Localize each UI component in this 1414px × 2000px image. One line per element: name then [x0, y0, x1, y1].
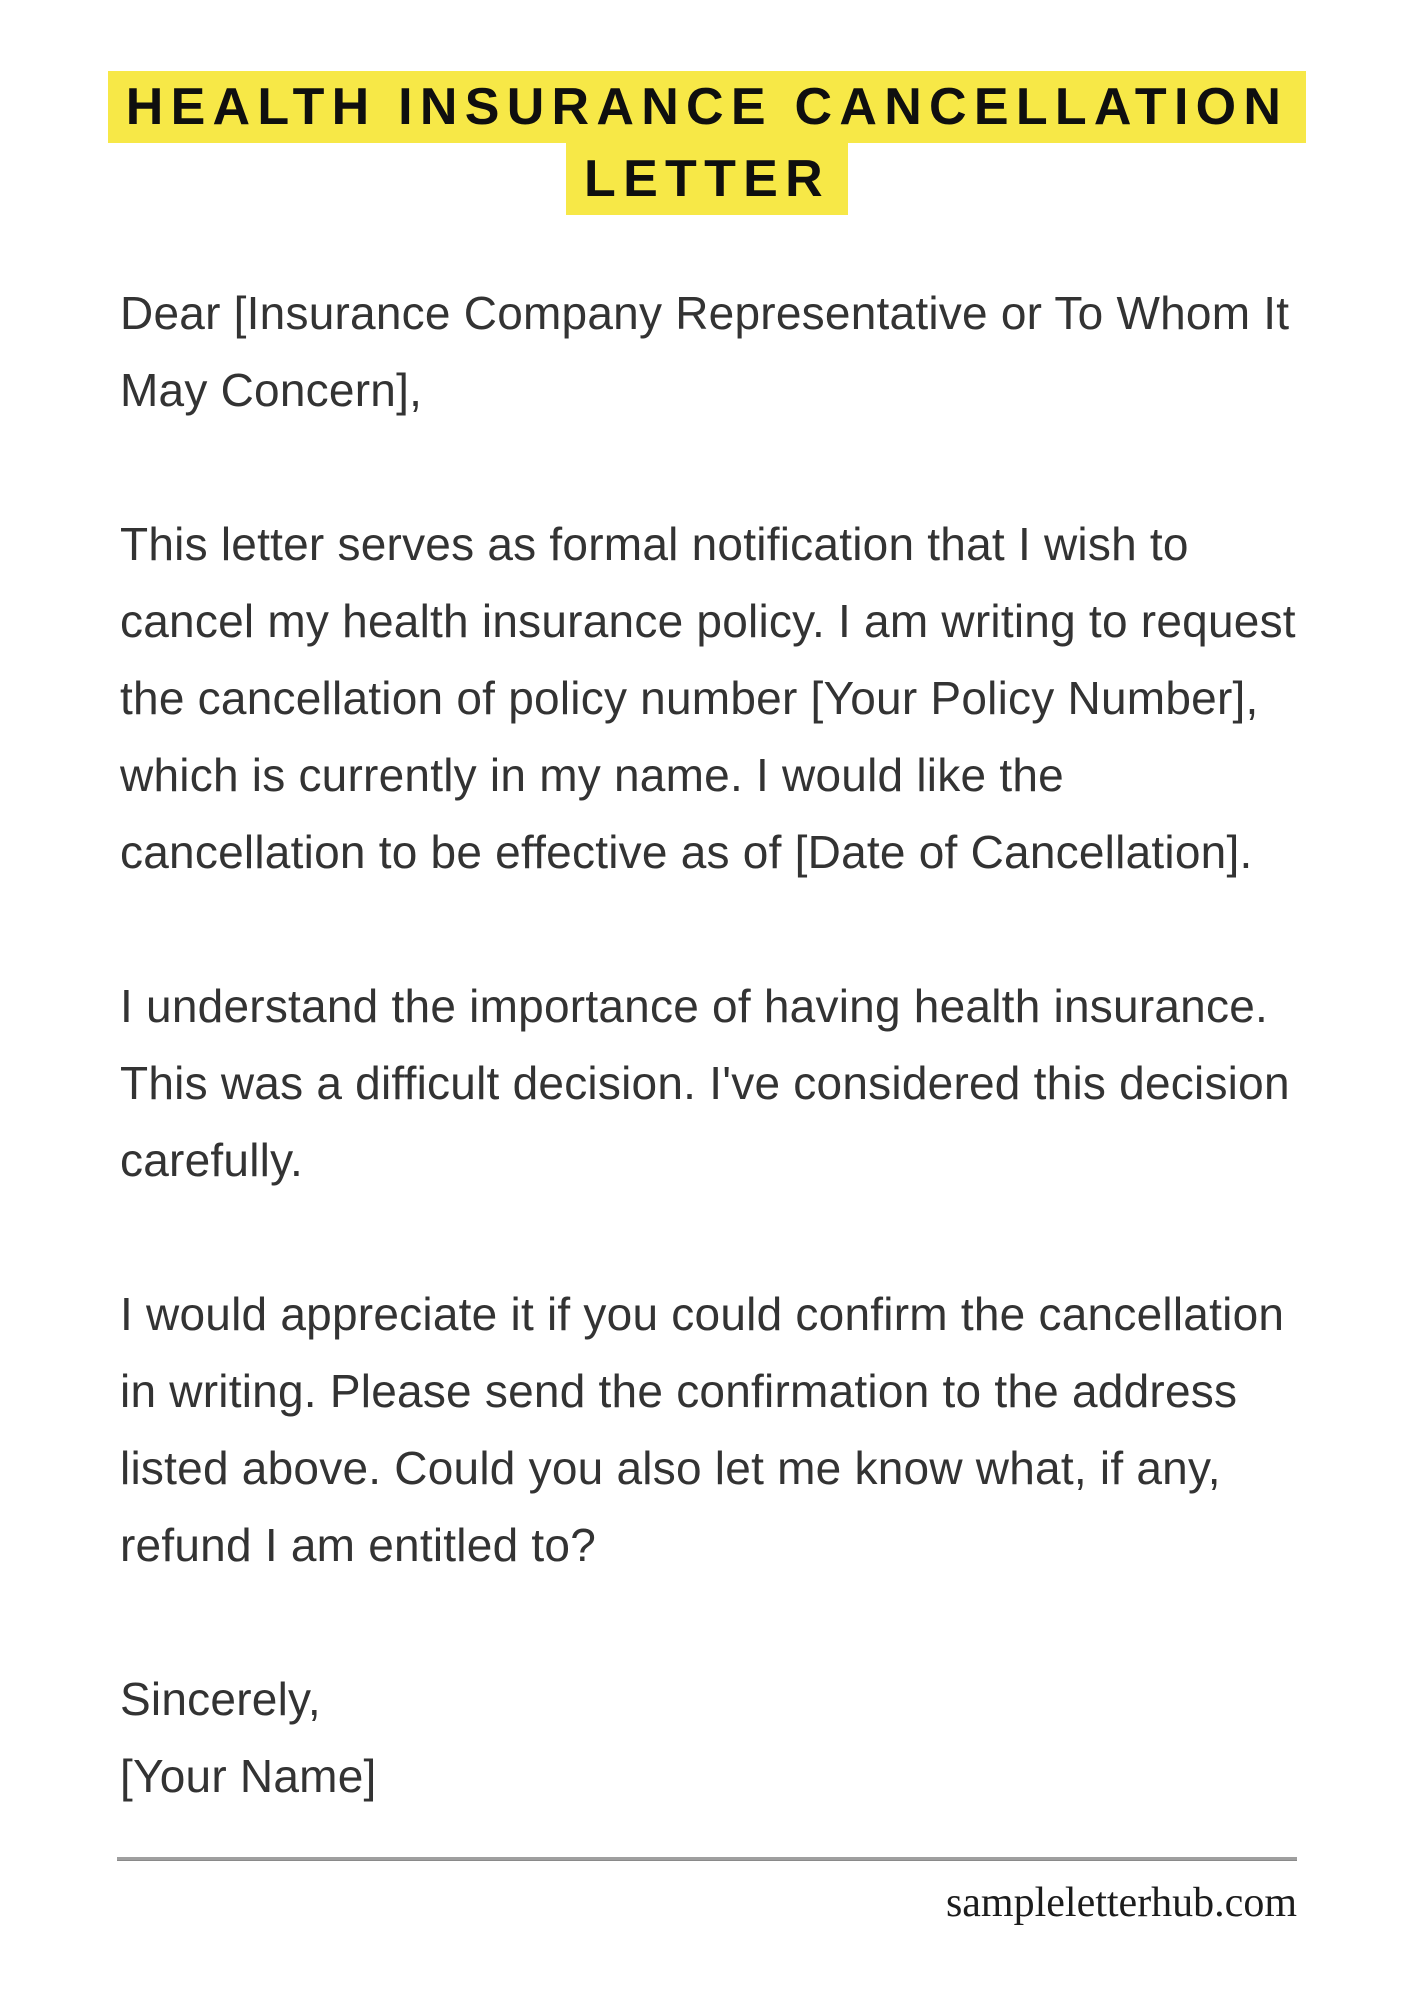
- title-line-1: [0, 71, 1414, 143]
- salutation-paragraph: [120, 275, 1414, 429]
- letter-line: refund I am entitled to?: [120, 1519, 597, 1571]
- salutation-line: Dear [Insurance Company Representative or To Whom It: [120, 287, 1290, 339]
- letter-title: [0, 0, 1414, 215]
- site-name: sampleletterhub.com: [945, 1880, 1297, 1926]
- letter-line: This letter serves as formal notification that I wish to: [120, 518, 1189, 570]
- signature-placeholder: [Your Name]: [120, 1750, 377, 1802]
- letter-line: cancel my health insurance policy. I am writing to request: [120, 595, 1296, 647]
- title-highlight-1: HEALTH INSURANCE CANCELLATION: [108, 71, 1306, 143]
- letter-line: I would appreciate it if you could confirm the cancellation: [120, 1288, 1285, 1340]
- letter-line: carefully.: [120, 1134, 303, 1186]
- letter-line: listed above. Could you also let me know what, if any,: [120, 1442, 1221, 1494]
- letter-line: which is currently in my name. I would like the: [120, 749, 1064, 801]
- closing-line: Sincerely,: [120, 1673, 321, 1725]
- letter-line: This was a difficult decision. I've considered this decision: [120, 1057, 1290, 1109]
- notification-paragraph: [120, 506, 1414, 891]
- letter-body: [120, 275, 1414, 1815]
- decision-paragraph: [120, 968, 1414, 1199]
- page-footer: [117, 1877, 1297, 1929]
- letter-line: cancellation to be effective as of [Date of Cancellation].: [120, 826, 1253, 878]
- letter-line: in writing. Please send the confirmation to the address: [120, 1365, 1238, 1417]
- closing-paragraph: [120, 1661, 1414, 1815]
- salutation-line: May Concern],: [120, 364, 423, 416]
- footer-divider: [117, 1857, 1297, 1861]
- title-highlight-2: LETTER: [566, 143, 848, 215]
- confirmation-request-paragraph: [120, 1276, 1414, 1584]
- letter-line: I understand the importance of having health insurance.: [120, 980, 1269, 1032]
- title-line-2: [0, 143, 1414, 215]
- letter-line: the cancellation of policy number [Your Policy Number],: [120, 672, 1259, 724]
